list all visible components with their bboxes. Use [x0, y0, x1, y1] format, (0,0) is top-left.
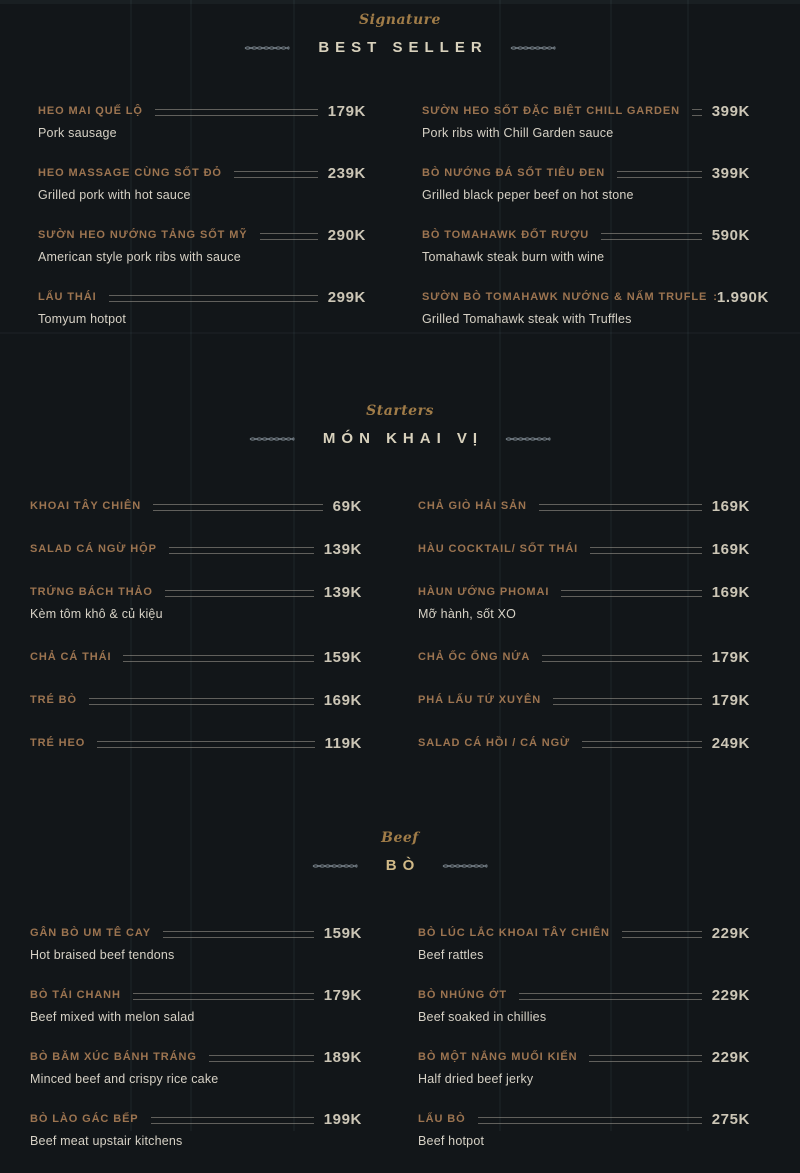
squiggle-icon	[312, 861, 358, 871]
leader-line	[519, 993, 702, 1000]
squiggle-icon	[505, 434, 551, 444]
menu-item-row	[30, 692, 362, 708]
item-price: 69K	[332, 497, 362, 515]
menu-item	[30, 541, 362, 557]
menu-item-row	[422, 227, 750, 243]
item-description: Beef meat upstair kitchens	[30, 1134, 183, 1148]
section-script-label: Starters	[366, 403, 434, 419]
item-price: 139K	[323, 583, 362, 601]
menu-item	[418, 692, 750, 708]
menu-item-row	[30, 1049, 362, 1065]
menu-column	[30, 925, 362, 1173]
item-name: BÒ LÚC LẮC KHOAI TÂY CHIÊN	[418, 927, 610, 939]
item-name: CHẢ GIÒ HẢI SẢN	[418, 500, 527, 512]
item-name: LẨU BÒ	[418, 1113, 466, 1125]
leader-line	[151, 1117, 314, 1124]
item-description: Pork sausage	[38, 126, 117, 140]
leader-line	[601, 233, 702, 240]
section-title: BEST SELLER	[318, 39, 488, 56]
leader-line	[209, 1055, 314, 1062]
menu-item-row	[38, 227, 366, 243]
squiggle-icon	[510, 43, 556, 53]
item-price: 249K	[711, 734, 750, 752]
item-name: CHẢ CÁ THÁI	[30, 651, 112, 663]
item-name: PHÁ LẤU TỨ XUYÊN	[418, 694, 542, 706]
item-name: BÒ MỘT NẮNG MUỐI KIẾN	[418, 1051, 578, 1063]
section-title: BÒ	[385, 857, 421, 874]
menu-item-row	[30, 987, 362, 1003]
menu-item	[418, 649, 750, 665]
item-name: HEO MASSAGE CÙNG SỐT ĐỎ	[38, 167, 222, 179]
leader-line	[153, 504, 323, 511]
item-price: 399K	[711, 102, 750, 120]
menu-column	[418, 925, 750, 1173]
menu-item-row	[422, 288, 769, 306]
item-price: 159K	[323, 924, 362, 942]
item-name: LẨU THÁI	[38, 291, 97, 303]
item-description: Mỡ hành, sốt XO	[418, 607, 517, 621]
menu-item	[422, 165, 750, 203]
menu-item	[30, 1111, 362, 1149]
menu-item	[38, 165, 366, 203]
item-price: 299K	[327, 288, 366, 306]
menu-item	[30, 692, 362, 708]
item-price: 169K	[711, 497, 750, 515]
leader-line	[133, 993, 314, 1000]
menu-item-row	[418, 925, 750, 941]
section-title: MÓN KHAI VỊ	[322, 430, 484, 447]
item-price: 179K	[327, 102, 366, 120]
item-description: Tomyum hotpot	[38, 312, 127, 326]
leader-line	[169, 547, 314, 554]
item-price: 229K	[711, 924, 750, 942]
menu-item-row	[30, 735, 362, 751]
menu-item	[30, 735, 362, 751]
menu-item-row	[30, 541, 362, 557]
item-name: SƯỜN BÒ TOMAHAWK NƯỚNG & NẤM TRUFLE	[422, 291, 708, 303]
menu-item	[418, 1049, 750, 1087]
menu-item	[418, 987, 750, 1025]
menu-item-row	[30, 1111, 362, 1127]
item-separator: :	[713, 291, 717, 303]
menu-column	[30, 498, 362, 778]
menu-item	[30, 987, 362, 1025]
item-name: BÒ TOMAHAWK ĐỐT RƯỢU	[422, 229, 590, 241]
squiggle-icon	[244, 43, 290, 53]
leader-line	[617, 171, 702, 178]
menu-item	[418, 735, 750, 751]
menu-item	[418, 541, 750, 557]
item-description: Kèm tôm khô & củ kiệu	[30, 607, 163, 621]
item-price: 399K	[711, 164, 750, 182]
menu-item	[418, 584, 750, 622]
item-price: 169K	[711, 583, 750, 601]
menu-item	[422, 227, 750, 265]
item-price: 169K	[323, 691, 362, 709]
leader-line	[165, 590, 314, 597]
item-name: BÒ BĂM XÚC BÁNH TRÁNG	[30, 1051, 197, 1063]
leader-line	[89, 698, 314, 705]
leader-line	[589, 1055, 701, 1062]
item-description: Tomahawk steak burn with wine	[422, 250, 605, 264]
leader-line	[123, 655, 313, 662]
menu-item	[30, 498, 362, 514]
item-price: 179K	[323, 986, 362, 1004]
menu-item-row	[38, 165, 366, 181]
menu-item-row	[418, 987, 750, 1003]
item-name: TRÉ HEO	[30, 737, 86, 749]
menu-item	[30, 584, 362, 622]
menu-item-row	[418, 735, 750, 751]
item-price: 1.990K	[716, 288, 769, 306]
leader-line	[590, 547, 702, 554]
section-header	[0, 12, 800, 59]
item-price: 199K	[323, 1110, 362, 1128]
menu-item	[418, 1111, 750, 1149]
item-name: SALAD CÁ HỒI / CÁ NGỪ	[418, 737, 571, 749]
menu-item	[418, 925, 750, 963]
squiggle-icon	[249, 434, 295, 444]
leader-line	[692, 109, 702, 116]
menu-item	[30, 1049, 362, 1087]
item-price: 229K	[711, 1048, 750, 1066]
menu-item-row	[422, 165, 750, 181]
menu-item	[30, 649, 362, 665]
item-name: BÒ NƯỚNG ĐÁ SỐT TIÊU ĐEN	[422, 167, 606, 179]
leader-line	[97, 741, 314, 748]
item-name: BÒ NHÚNG ỚT	[418, 989, 507, 1001]
item-price: 179K	[711, 648, 750, 666]
leader-line	[582, 741, 702, 748]
menu-item-row	[38, 103, 366, 119]
leader-line	[260, 233, 318, 240]
item-description: Beef mixed with melon salad	[30, 1010, 195, 1024]
item-name: GÂN BÒ UM TÊ CAY	[30, 927, 151, 939]
leader-line	[234, 171, 318, 178]
section-script-label: Signature	[359, 12, 441, 28]
section-items	[0, 103, 800, 351]
menu-item	[30, 925, 362, 963]
section-beef	[0, 830, 800, 1173]
menu-item-row	[418, 1111, 750, 1127]
item-price: 139K	[323, 540, 362, 558]
leader-line	[109, 295, 318, 302]
item-description: Hot braised beef tendons	[30, 948, 175, 962]
leader-line	[542, 655, 702, 662]
item-name: BÒ LÀO GÁC BẾP	[30, 1113, 139, 1125]
leader-line	[561, 590, 701, 597]
item-price: 590K	[711, 226, 750, 244]
section-header	[0, 830, 800, 877]
item-price: 159K	[323, 648, 362, 666]
item-name: CHẢ ỐC ỐNG NỨA	[418, 651, 531, 663]
menu-column	[418, 498, 750, 778]
menu-item	[38, 103, 366, 141]
section-best-seller	[0, 0, 800, 351]
menu-column	[422, 102, 769, 351]
item-price: 179K	[711, 691, 750, 709]
section-script-label: Beef	[381, 830, 419, 846]
leader-line	[155, 109, 318, 116]
item-description: Pork ribs with Chill Garden sauce	[422, 126, 614, 140]
item-description: Half dried beef jerky	[418, 1072, 534, 1086]
item-name: SƯỜN HEO SỐT ĐẶC BIỆT CHILL GARDEN	[422, 105, 680, 117]
item-description: Grilled pork with hot sauce	[38, 188, 191, 202]
item-price: 229K	[711, 986, 750, 1004]
menu-item-row	[418, 584, 750, 600]
menu-item	[418, 498, 750, 514]
item-name: HEO MAI QUẾ LỘ	[38, 105, 143, 117]
menu-item-row	[418, 692, 750, 708]
section-items	[0, 925, 800, 1173]
item-description: Grilled Tomahawk steak with Truffles	[422, 312, 632, 326]
menu-item-row	[30, 584, 362, 600]
menu-item-row	[418, 649, 750, 665]
item-description: Beef soaked in chillies	[418, 1010, 547, 1024]
item-price: 290K	[327, 226, 366, 244]
item-name: HÀU COCKTAIL/ SỐT THÁI	[418, 543, 579, 555]
squiggle-icon	[442, 861, 488, 871]
item-name: SƯỜN HEO NƯỚNG TẢNG SỐT MỸ	[38, 229, 248, 241]
item-description: Beef hotpot	[418, 1134, 485, 1148]
item-description: American style pork ribs with sauce	[38, 250, 241, 264]
item-name: KHOAI TÂY CHIÊN	[30, 500, 142, 512]
section-header	[0, 403, 800, 450]
section-starters	[0, 403, 800, 778]
item-price: 189K	[323, 1048, 362, 1066]
menu-column	[38, 103, 366, 351]
menu-item	[422, 288, 769, 327]
item-description: Minced beef and crispy rice cake	[30, 1072, 219, 1086]
item-description: Beef rattles	[418, 948, 484, 962]
menu-item	[38, 227, 366, 265]
menu-item-row	[30, 925, 362, 941]
menu-item-row	[38, 289, 366, 305]
item-price: 169K	[711, 540, 750, 558]
leader-line	[622, 931, 702, 938]
item-name: SALAD CÁ NGỪ HỘP	[30, 543, 157, 555]
leader-line	[539, 504, 702, 511]
item-name: BÒ TÁI CHANH	[30, 989, 121, 1001]
item-price: 275K	[711, 1110, 750, 1128]
item-price: 239K	[327, 164, 366, 182]
leader-line	[553, 698, 702, 705]
item-description: Grilled black peper beef on hot stone	[422, 188, 634, 202]
item-name: TRÉ BÒ	[30, 694, 77, 706]
menu-item-row	[30, 649, 362, 665]
menu-item	[38, 289, 366, 327]
menu-item-row	[418, 1049, 750, 1065]
leader-line	[163, 931, 314, 938]
menu-item-row	[418, 541, 750, 557]
menu-item-row	[418, 498, 750, 514]
item-name: HÀUN ƯỚNG PHOMAI	[418, 586, 550, 598]
menu-item	[422, 103, 750, 141]
menu-item-row	[422, 103, 750, 119]
leader-line	[478, 1117, 702, 1124]
section-items	[0, 498, 800, 778]
item-name: TRỨNG BÁCH THẢO	[30, 586, 153, 598]
menu-item-row	[30, 498, 362, 514]
item-price: 119K	[324, 734, 362, 752]
